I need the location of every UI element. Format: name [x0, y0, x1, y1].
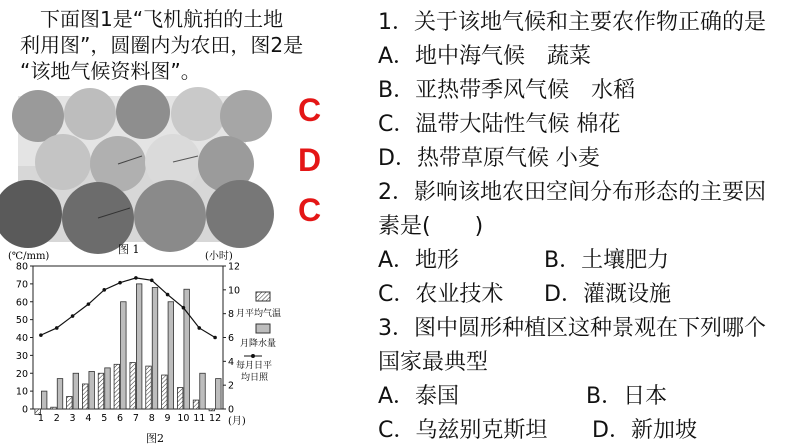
precipitation-bar: [200, 373, 206, 409]
x-axis-unit: (月): [228, 416, 246, 427]
x-axis: [38, 413, 221, 424]
legend-sun-label-2: 均日照: [241, 373, 269, 383]
q3-option-b: B．日本: [586, 384, 668, 409]
left-tick-label: 70: [15, 279, 28, 291]
bars: [35, 284, 221, 414]
aerial-photo: [18, 96, 246, 242]
precipitation-bar: [216, 379, 222, 409]
x-tick-label: 6: [117, 413, 124, 424]
precipitation-bar: [152, 287, 158, 409]
right-tick-label: 6: [228, 333, 235, 344]
q2-option-d: D．灌溉设施: [544, 282, 671, 307]
x-tick-label: 8: [148, 413, 155, 424]
temperature-bar: [177, 388, 183, 409]
left-axis-unit: (℃/mm): [8, 251, 50, 262]
sunshine-point: [87, 302, 91, 306]
q3-stem-line-2: 国家最典型: [378, 350, 489, 375]
precipitation-bar: [57, 379, 63, 409]
q3-options-row-2: [378, 414, 792, 448]
left-tick-label: 30: [15, 350, 28, 362]
q1-option-a: A．地中海气候 蔬菜: [378, 44, 592, 69]
answer-2: D: [298, 142, 322, 178]
sunshine-point: [118, 281, 122, 285]
temperature-bar: [162, 375, 168, 409]
sunshine-point: [213, 336, 217, 340]
right-axis-unit: (小时): [205, 251, 233, 262]
x-tick-label: 12: [209, 413, 222, 424]
x-tick-label: 4: [85, 413, 92, 424]
left-tick-label: 40: [15, 333, 28, 344]
q2-option-a: A．地形: [378, 248, 460, 273]
x-tick-label: 11: [193, 413, 206, 424]
temperature-bar: [114, 364, 120, 409]
right-tick-label: 10: [228, 285, 241, 297]
precipitation-bar: [89, 371, 95, 409]
intro-line-1: 下面图1是“飞机航拍的土地: [40, 7, 284, 31]
right-tick-label: 2: [228, 380, 235, 392]
sunshine-point: [55, 326, 59, 330]
intro-line-2: 利用图”，圆圈内为农田，图2是: [20, 33, 304, 57]
sunshine-point: [182, 306, 186, 310]
legend-sun-label-1: 每月日平: [236, 361, 273, 371]
left-axis: [16, 262, 33, 416]
x-tick-label: 7: [132, 413, 139, 424]
q1-option-c: C．温带大陆性气候 棉花: [378, 112, 621, 137]
sunshine-point: [134, 276, 138, 280]
answer-3: C: [298, 192, 322, 228]
q1-option-b: B．亚热带季风气候 水稻: [378, 78, 636, 103]
right-tick-label: 4: [228, 356, 235, 368]
precipitation-bar: [41, 391, 47, 409]
temperature-bar: [130, 363, 136, 409]
left-tick-label: 20: [15, 368, 28, 380]
precipitation-bar: [121, 302, 127, 409]
q2-option-b: B．土壤肥力: [544, 248, 670, 273]
precipitation-bar: [136, 284, 142, 409]
q3-stem-line-1: 3．图中圆形种植区这种景观在下列哪个: [378, 316, 766, 341]
left-tick-label: 80: [15, 261, 28, 273]
precipitation-bar: [168, 302, 174, 409]
right-tick-label: 0: [228, 404, 235, 416]
left-tick-label: 0: [21, 404, 28, 416]
x-tick-label: 3: [69, 413, 76, 424]
q2-stem-line-2: 素是( ): [378, 214, 484, 239]
photo-caption: 图 1: [118, 243, 140, 256]
chart-title: 图2: [146, 432, 164, 445]
answer-1: C: [298, 92, 322, 128]
precipitation-bar: [73, 373, 79, 409]
left-tick-label: 60: [15, 297, 28, 309]
temperature-bar: [98, 373, 104, 409]
sunshine-point: [39, 333, 43, 337]
climate-chart: [0, 243, 282, 447]
x-tick-label: 9: [164, 413, 171, 424]
right-tick-label: 12: [228, 261, 241, 273]
q3-option-d: D．新加坡: [592, 418, 697, 443]
legend-precip-label: 月降水量: [240, 339, 277, 349]
x-tick-label: 5: [101, 413, 108, 424]
q2-stem-line-1: 2．影响该地农田空间分布形态的主要因: [378, 180, 766, 205]
temperature-bar: [51, 407, 57, 409]
sunshine-point: [102, 288, 106, 292]
q3-option-c: C．乌兹别克斯坦: [378, 418, 548, 443]
temperature-bar: [193, 400, 199, 409]
sunshine-point: [166, 293, 170, 297]
q3-option-a: A．泰国: [378, 384, 460, 409]
legend-temp-swatch: [256, 292, 270, 301]
precipitation-bar: [105, 368, 111, 409]
sunshine-point: [150, 279, 154, 283]
intro-line-3: “该地气候资料图”。: [20, 59, 201, 83]
temperature-bar: [146, 366, 152, 409]
legend-precip-swatch: [256, 324, 270, 333]
q2-options-row-1: [378, 244, 792, 278]
x-tick-label: 2: [53, 413, 60, 424]
temperature-bar: [209, 409, 215, 411]
aerial-photo-image: [18, 96, 246, 242]
temperature-bar: [67, 396, 73, 409]
sunshine-line: [39, 276, 217, 339]
left-tick-label: 50: [15, 315, 28, 327]
legend-sun-marker: [251, 354, 255, 358]
sunshine-point: [197, 326, 201, 330]
legend-temp-label: 月平均气温: [236, 309, 282, 319]
q1-stem: 1．关于该地气候和主要农作物正确的是: [378, 10, 766, 35]
q1-option-d: D．热带草原气候 小麦: [378, 146, 600, 171]
intro-text: [20, 6, 365, 84]
questions-column: [378, 6, 792, 448]
left-tick-label: 10: [15, 386, 28, 398]
q3-options-row-1: [378, 380, 792, 414]
right-axis: [223, 262, 240, 416]
q2-options-row-2: [378, 278, 792, 312]
x-tick-label: 10: [177, 413, 190, 424]
q2-option-c: C．农业技术: [378, 282, 504, 307]
x-tick-label: 1: [37, 413, 44, 424]
sunshine-point: [71, 314, 75, 318]
right-tick-label: 8: [228, 309, 235, 321]
temperature-bar: [82, 384, 88, 409]
